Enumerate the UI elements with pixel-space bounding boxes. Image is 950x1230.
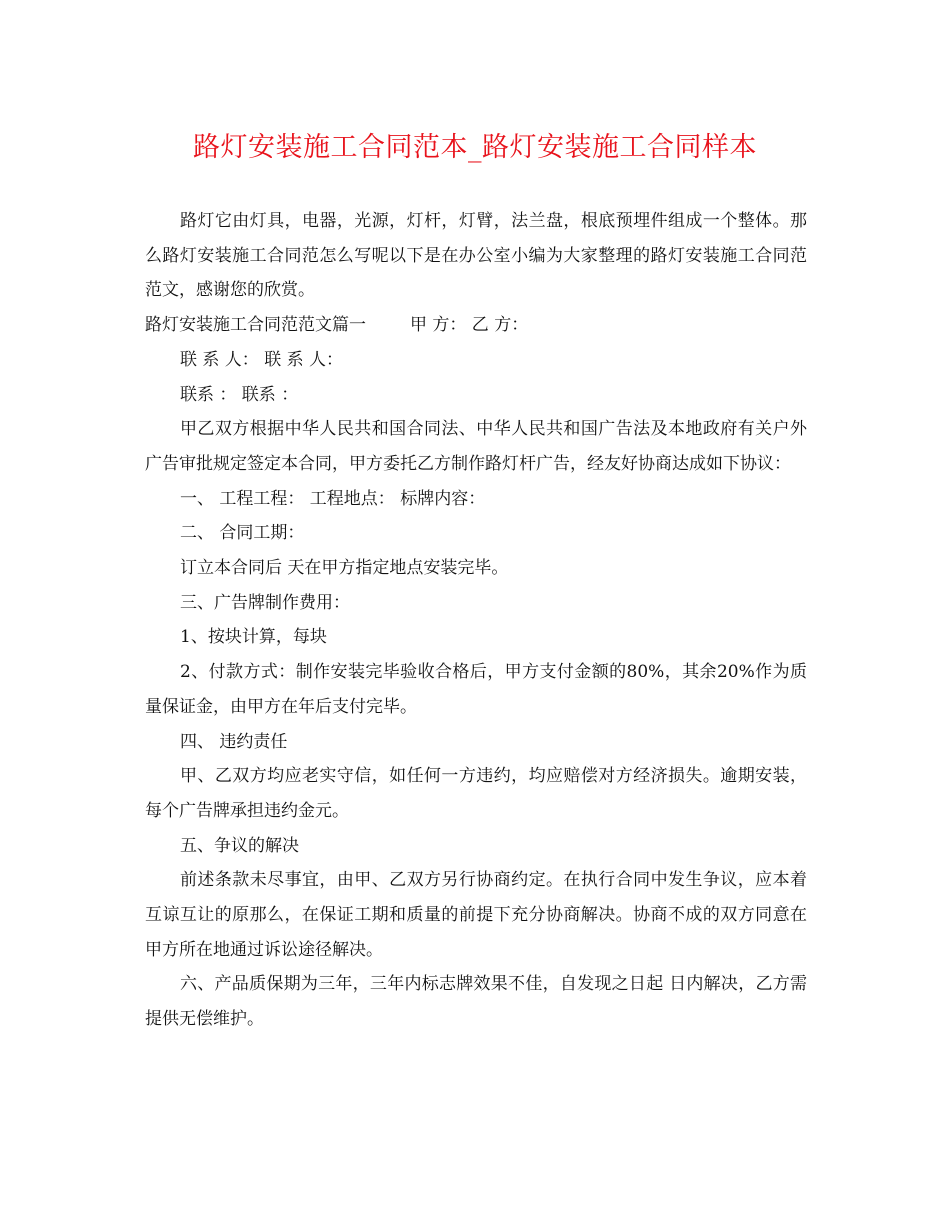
clause-5-detail: 前述条款未尽事宜，由甲、乙双方另行协商约定。在执行合同中发生争议，应本着互谅互让的原那么，在保证工期和质量的前提下充分协商解决。协商不成的双方同意在甲方所在地通过诉讼途径解决。 <box>145 870 807 960</box>
clause-3-item-2: 2、付款方式：制作安装完毕验收合格后，甲方支付金额的80%，其余20%作为质量保证金，由甲方在年后支付完毕。 <box>145 662 807 717</box>
document-title: 路灯安装施工合同范本_路灯安装施工合同样本 <box>193 132 757 163</box>
clause-6-paragraph: 六、产品质保期为三年，三年内标志牌效果不佳，自发现之日起 日内解决，乙方需提供无偿维护。 <box>145 974 807 1030</box>
clause-1-heading: 一、 工程工程： 工程地点： 标牌内容： <box>180 488 486 509</box>
intro-paragraph: 路灯它由灯具，电器，光源，灯杆，灯臂，法兰盘，根底预埋件组成一个整体。那么路灯安装施工合同范怎么写呢以下是在办公室小编为大家整理的路灯安装施工合同范范文，感谢您的欣赏。 <box>145 211 807 301</box>
preamble-paragraph: 甲乙双方根据中华人民共和国合同法、中华人民共和国广告法及本地政府有关户外广告审批规定签定本合同，甲方委托乙方制作路灯杆广告，经友好协商达成如下协议： <box>145 419 807 474</box>
clause-2-heading: 二、 合同工期： <box>180 523 305 544</box>
clause-4-heading: 四、 违约责任 <box>180 731 288 752</box>
document-body <box>145 204 807 1037</box>
section-heading: 路灯安装施工合同范范文篇一 <box>145 315 366 336</box>
section-heading-line <box>145 308 807 343</box>
clause-5-heading: 五、争议的解决 <box>180 835 299 856</box>
parties-line: 甲 方： 乙 方： <box>410 315 529 336</box>
contact-person-line: 联 系 人： 联 系 人： <box>180 349 344 370</box>
contact-line: 联系 ： 联系 ： <box>180 384 299 405</box>
clause-2-detail: 订立本合同后 天在甲方指定地点安装完毕。 <box>180 558 509 579</box>
clause-3-item-1: 1、按块计算，每块 <box>180 627 327 648</box>
clause-3-heading: 三、广告牌制作费用： <box>180 592 350 613</box>
clause-4-detail: 甲、乙双方均应老实守信，如任何一方违约，均应赔偿对方经济损失。逾期安装，每个广告牌承担违约金元。 <box>145 766 807 821</box>
